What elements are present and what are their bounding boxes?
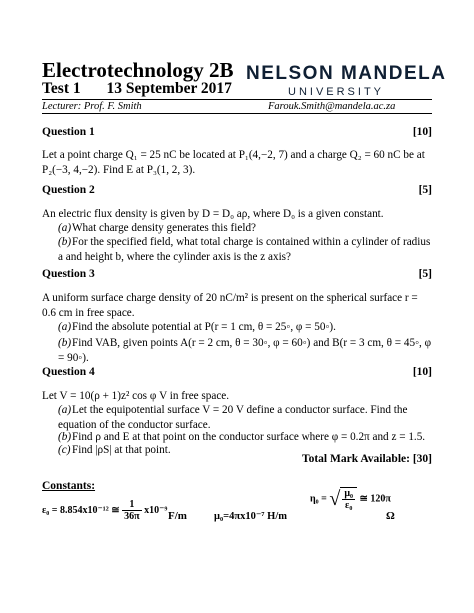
question-2-part-b (58, 235, 434, 264)
permeability-formula: μ₀=4πx10⁻⁷ H/m (214, 511, 287, 522)
question-1-marks: [10] (412, 126, 432, 138)
question-4-marks: [10] (412, 366, 432, 378)
question-4-title: Question 4 (42, 366, 95, 378)
lecturer-name: Lecturer: Prof. F. Smith (42, 101, 142, 112)
permittivity-prefix: ε₀ = 8.854x10⁻¹² ≅ (42, 504, 120, 516)
question-2-title: Question 2 (42, 184, 95, 196)
lecturer-email: Farouk.Smith@mandela.ac.za (268, 101, 396, 112)
part-text: Let the equipotential surface V = 20 V define a conductor surface. Find the equation of the conductor surface. (58, 404, 408, 431)
question-3-text: A uniform surface charge density of 20 nC/m² is present on the spherical surface r = 0.6 cm in free space. (42, 292, 418, 319)
permittivity-suffix: x10⁻⁹ (144, 504, 168, 516)
part-label: (a) (58, 222, 72, 234)
fraction-denominator: ε₀ (345, 500, 353, 511)
test-number: Test 1 (42, 80, 81, 97)
header-rule-bottom (42, 113, 432, 114)
permittivity-unit: F/m (168, 510, 187, 522)
part-text: Find VAB, given points A(r = 2 cm, θ = 30◦, φ = 60◦) and B(r = 3 cm, θ = 45◦, φ = 90◦). (58, 337, 432, 364)
impedance-formula (310, 487, 391, 511)
university-logo-wordmark: NELSON MANDELA (246, 63, 447, 84)
total-marks: Total Mark Available: [30] (301, 453, 432, 465)
part-label: (b) (58, 431, 72, 443)
permittivity-fraction (122, 499, 141, 522)
part-label: (a) (58, 404, 72, 416)
course-title: Electrotechnology 2B (42, 58, 234, 82)
part-text: What charge density generates this field? (72, 222, 257, 234)
impedance-prefix: η₀ = (310, 493, 327, 505)
fraction-numerator: 1 (122, 499, 141, 511)
part-text: For the specified field, what total charge is contained within a cylinder of radius a and height b, where the cylinder axis is the z axis? (58, 236, 431, 263)
part-label: (b) (58, 236, 72, 248)
test-heading (42, 80, 232, 98)
constants-heading: Constants: (42, 480, 96, 492)
fraction-denominator: 36π (124, 511, 140, 522)
question-3-marks: [5] (418, 268, 432, 280)
question-1-title: Question 1 (42, 126, 95, 138)
university-logo-subtitle: UNIVERSITY (288, 86, 385, 98)
fraction-numerator: μ₀ (344, 488, 354, 499)
part-text: Find |ρS| at that point. (72, 444, 171, 456)
question-4-part-a (58, 403, 434, 432)
test-date: 13 September 2017 (106, 80, 232, 97)
part-text: Find the absolute potential at P(r = 1 cm, θ = 25◦, φ = 50◦). (72, 321, 336, 333)
question-3-title: Question 3 (42, 268, 95, 280)
impedance-suffix: ≅ 120π (359, 493, 391, 505)
square-root-icon: √ (329, 488, 341, 510)
header-rule-top (42, 99, 432, 100)
question-2-text: An electric flux density is given by D = D₀ aρ, where D₀ is a given constant. (42, 208, 384, 220)
part-label: (b) (58, 337, 72, 349)
question-2-part-a (58, 221, 434, 236)
question-2-marks: [5] (418, 184, 432, 196)
question-1-text: Let a point charge Q₁ = 25 nC be located at P₁(4,−2, 7) and a charge Q₂ = 60 nC be at P₂(−3, 4,−2). Find E at P₃(1, 2, 3). (42, 149, 425, 176)
square-root-body (340, 487, 357, 511)
question-3-part-b (58, 336, 434, 365)
impedance-unit: Ω (386, 510, 395, 522)
impedance-fraction (342, 488, 355, 511)
permittivity-formula (42, 499, 167, 522)
question-3-part-a (58, 320, 434, 335)
part-label: (a) (58, 321, 72, 333)
part-label: (c) (58, 444, 71, 456)
question-4-text: Let V = 10(ρ + 1)z² cos φ V in free space. (42, 390, 230, 402)
part-text: Find ρ and E at that point on the conductor surface where φ = 0.2π and z = 1.5. (72, 431, 426, 443)
